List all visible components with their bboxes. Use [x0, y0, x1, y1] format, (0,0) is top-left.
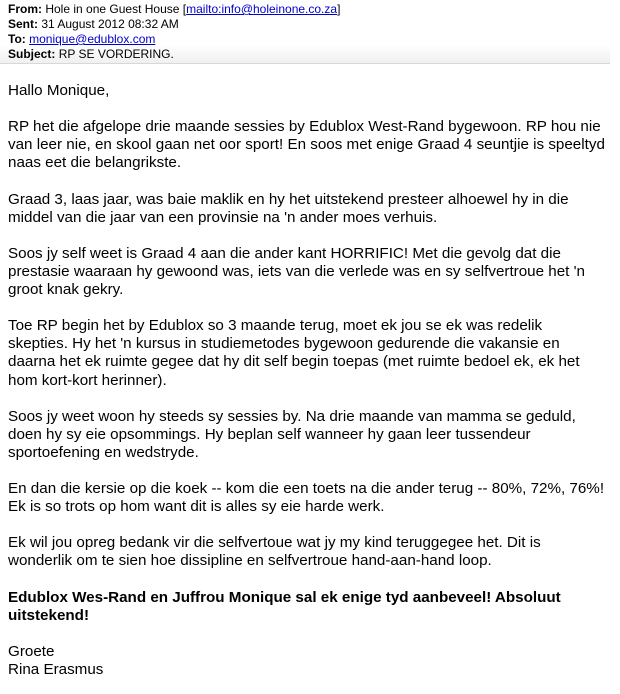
- paragraph-2: Graad 3, laas jaar, was baie maklik en hy het uitstekend presteer alhoewel hy in die middel van die jaar van een provinsie na 'n ander moes verhuis.: [8, 190, 569, 226]
- subject-value: RP SE VORDERING.: [58, 47, 174, 61]
- closing: Groete: [8, 642, 55, 660]
- to-email-link[interactable]: monique@edublox.com: [29, 32, 156, 46]
- from-name: Hole in one Guest House: [45, 2, 180, 16]
- paragraph-7: Ek wil jou opreg bedank vir die selfvertoue wat jy my kind teruggegee het. Dit is wonderlik om te sien hoe dissipline en selfvertroue hand-aan-hand loop.: [8, 534, 541, 570]
- to-row: [8, 32, 610, 47]
- paragraph-6: En dan die kersie op die koek -- kom die een toets na die ander terug -- 80%, 72%, 76%! Ek is so trots op hom want dit is alles sy eie harde werk.: [8, 480, 605, 516]
- paragraph-4: Toe RP begin het by Edublox so 3 maande terug, moet ek jou se ek was redelik skepties. Hy het 'n kursus in studiemetodes bygewoon gedurende die vakansie en daarna het ek ruimte gegee dat hy dit self begin toepas (met ruimte bedoel ek, ek het hom kort-kort herinner).: [8, 317, 580, 389]
- signature: Rina Erasmus: [8, 661, 104, 678]
- paragraph-5: Soos jy weet woon hy steeds sy sessies by. Na drie maande van mamma se geduld, doen hy sy eie opsommings. Hy beplan self wanneer hy gaan leer tussendeur sportoefening en wedstryde.: [8, 407, 576, 461]
- sent-row: [8, 17, 610, 32]
- subject-row: [8, 47, 610, 62]
- from-bracket-open: [: [182, 2, 187, 16]
- email-body: [0, 64, 606, 679]
- sent-label: Sent:: [8, 17, 38, 31]
- from-label: From:: [8, 2, 42, 16]
- paragraph-3: Soos jy self weet is Graad 4 aan die ander kant HORRIFIC! Met die gevolg dat die prestasie waaraan hy gewoond was, iets van die verlede was en sy selfvertroue het 'n groot knak gekry.: [8, 244, 585, 299]
- from-row: [8, 2, 610, 17]
- sent-value: 31 August 2012 08:32 AM: [41, 17, 179, 31]
- greeting: Hallo Monique,: [8, 82, 110, 99]
- from-email-link[interactable]: mailto:info@holeinone.co.za: [186, 2, 338, 16]
- email-header: [0, 0, 610, 64]
- paragraph-8-recommendation: Edublox Wes-Rand en Juffrou Monique sal ek enige tyd aanbeveel! Absoluut uitstekend!: [8, 588, 561, 624]
- subject-label: Subject:: [8, 47, 56, 61]
- to-label: To:: [8, 32, 26, 46]
- from-bracket-close: ]: [337, 2, 341, 16]
- paragraph-1: RP het die afgelope drie maande sessies by Edublox West-Rand bygewoon. RP hou nie van leer nie, en skool gaan net oor sport! En soos met enige Graad 4 seuntjie is speeltyd naas eet die belangrikste.: [8, 118, 605, 172]
